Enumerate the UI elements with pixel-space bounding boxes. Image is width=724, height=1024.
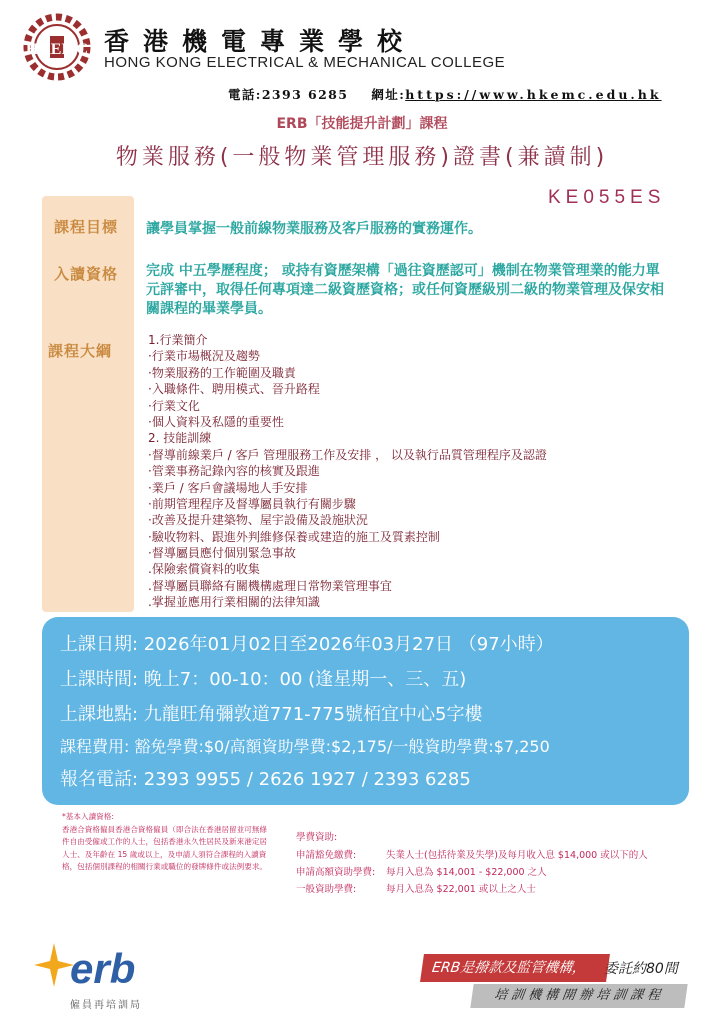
- class-time: 上課時間: 晚上7：00-10：00 (逢星期一、三、五): [60, 669, 467, 690]
- outline-item: ·驗收物料、跟進外判維修保養或建造的施工及質素控制: [148, 529, 440, 544]
- basic-eligibility-note: [62, 811, 270, 874]
- sidebar-column: [42, 196, 134, 612]
- basic-eligibility-title: *基本入讀資格:: [62, 812, 114, 821]
- website-label: 網址:: [371, 87, 406, 102]
- fee-subsidy-title: 學費資助:: [296, 832, 338, 843]
- basic-eligibility-text: 香港合資格僱員香港合資格僱員（即合法在香港居留並可無條件自由受僱或工作的人士，包括香港永久性居民及新來港定居人士、及年齡在 15 歲或以上，及申請人須符合課程的入讀資格，包括個別課程的相關行業或職位的發牌條件或法例要求。: [62, 824, 268, 871]
- outline-item: ·物業服務的工作範圍及職責: [148, 365, 296, 380]
- outline-item: 1.行業簡介: [148, 333, 208, 347]
- outline-label: 課程大綱: [48, 342, 113, 360]
- erb-name: 僱員再培訓局: [70, 1000, 142, 1011]
- fee-row-label: 申請豁免繳費:: [296, 850, 357, 861]
- entry-text: 完成 中五學歷程度； 或持有資歷架構「過往資歷認可」機制在物業管理業的能力單元評審中，取得任何專項達二級資歷資格；或任何資歷級別二級的物業管理及保安相關課程的畢業學員。: [146, 263, 664, 317]
- school-name-zh: 香港機電專業學校: [104, 27, 417, 56]
- contact-line: [228, 85, 662, 103]
- hkemc-logo: [14, 12, 100, 82]
- erb-banner-secondary: 委託約80間: [604, 961, 678, 977]
- erb-logo-text: erb: [70, 945, 136, 992]
- outline-list: [148, 332, 547, 611]
- phone-label: 電話:: [228, 87, 262, 102]
- erb-banner-bottom: 培訓機構開辦培訓課程: [470, 984, 687, 1008]
- fee-row: [296, 847, 648, 861]
- fee-row-label: 一般資助學費:: [296, 884, 357, 895]
- logo-text: HKEMC: [25, 41, 89, 58]
- phone-number: 2393 6285: [261, 87, 349, 102]
- outline-item: ·入職條件、聘用模式、晉升路程: [148, 382, 320, 397]
- outline-item: ·改善及提升建築物、屋宇設備及設施狀況: [148, 513, 368, 528]
- enquiry-phone: 報名電話: 2393 9955 / 2626 1927 / 2393 6285: [60, 769, 471, 790]
- outline-item: ·前期管理程序及督導屬員執行有關步驟: [148, 496, 356, 511]
- outline-item: .保險索償資料的收集: [148, 562, 260, 577]
- fee-row: [296, 864, 547, 878]
- programme-name: ERB「技能提升計劃」課程: [276, 116, 448, 132]
- outline-item: ·業戶 / 客戶會議場地人手安排: [148, 480, 308, 495]
- outline-item: ·督導屬員應付個別緊急事故: [148, 546, 296, 561]
- objective-text: 讓學員掌握一般前線物業服務及客戶服務的實務運作。: [146, 221, 482, 237]
- erb-banner-primary: ERB是撥款及監管機構，: [420, 954, 610, 982]
- outline-item: ·督導前線業戶 / 客戶 管理服務工作及安排 ， 以及執行品質管理程序及認證: [148, 447, 547, 462]
- outline-item: ·個人資料及私隱的重要性: [148, 414, 284, 429]
- fee-row-desc: 每月入息為 $14,001 - $22,000 之人: [386, 867, 547, 878]
- fee-row: [296, 881, 536, 895]
- class-venue: 上課地點: 九龍旺角彌敦道771-775號栢宜中心5字樓: [60, 704, 483, 725]
- school-name-en: HONG KONG ELECTRICAL & MECHANICAL COLLEGE: [104, 54, 506, 71]
- outline-item: ·行業文化: [148, 398, 200, 413]
- course-title: 物業服務(一般物業管理服務)證書(兼讀制): [115, 145, 609, 170]
- website-link[interactable]: https://www.hkemc.edu.hk: [405, 87, 662, 102]
- outline-item: 2. 技能訓練: [148, 431, 212, 446]
- outline-item: ·行業市場概況及趨勢: [148, 349, 260, 364]
- fee-row-label: 申請高額資助學費:: [296, 867, 376, 878]
- fee-row-desc: 失業人士(包括待業及失學)及每月收入息 $14,000 或以下的人: [386, 850, 648, 861]
- class-dates: 上課日期: 2026年01月02日至2026年03月27日 （97小時）: [60, 634, 554, 655]
- objective-label: 課程目標: [54, 218, 119, 236]
- outline-item: .掌握並應用行業相關的法律知識: [148, 595, 320, 610]
- entry-label: 入讀資格: [54, 265, 119, 283]
- outline-item: .督導屬員聯絡有關機構處理日常物業管理事宜: [148, 578, 392, 593]
- course-fees: 課程費用: 豁免學費:$0/高額資助學費:$2,175/一般資助學費:$7,250: [60, 737, 550, 756]
- outline-item: ·管業事務記錄內容的核實及跟進: [148, 464, 320, 479]
- star-icon: [34, 943, 74, 987]
- fee-row-desc: 每月入息為 $22,001 或以上之人士: [386, 884, 536, 895]
- course-code: KE055ES: [548, 187, 666, 208]
